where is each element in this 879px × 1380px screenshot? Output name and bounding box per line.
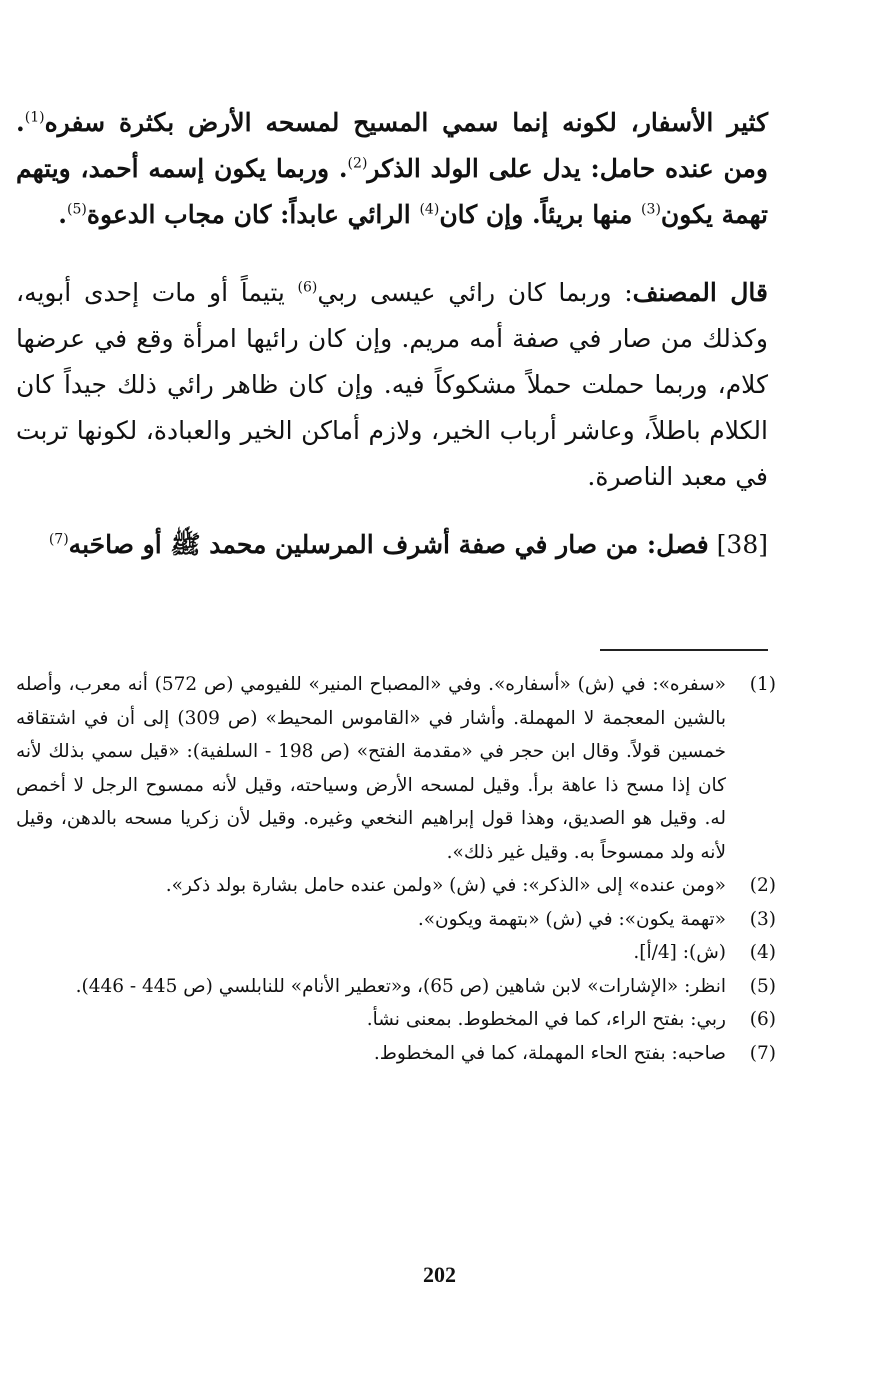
footnote-text: (ش): [4/أ]. [633,942,726,963]
footnote-item [16,1003,776,1037]
section-number: [38] [716,530,768,559]
footnotes [16,668,776,1070]
section-heading [16,522,768,568]
text-run: . ومن عنده حامل: يدل على الولد الذكر [16,108,768,183]
footnote-text: «تهمة يكون»: في (ش) «بتهمة ويكون». [417,908,726,930]
footnote-text: «سفره»: في (ش) «أسفاره». وفي «المصباح المنير» للفيومي (ص 572) أنه معرب، وأصله بالشين المعجمة لا المهملة. وأشار في «القاموس المحيط» (ص 309) إلى أن في اشتقاقه خمسين قولاً. وقال ابن حجر في «مقدمة الفتح» (ص 198 - السلفية): «قيل سمي بذلك لأنه كان إذا مسح ذا عاهة برأ. وقيل لمسحه الأرض وسياحته، وقيل لأنه ممسوح الرجل لا أخمص له. وقيل هو الصديق، وهذا قول إبراهيم النخعي وغيره. وقيل لأن زكريا مسحه بالدهن، وقيل لأنه ولد ممسوحاً به. وقيل غير ذلك». [16,674,726,863]
footnote-number: (1) [749,674,776,695]
footnote-ref-3[interactable]: (3) [641,201,661,218]
footnote-number: (5) [749,975,776,997]
text-run: يتيماً أو مات إحدى أبويه، وكذلك من صار في صفة أمه مريم. وإن كان رائيها امرأة وقع في عرضها كلام، وربما حملت حملاً مشكوكاً فيه. وإن كان ظاهر رائي ذلك جيداً كان الكلام باطلاً، وعاشر أرباب الخير، ولازم أماكن الخير والعبادة، لكونها تربت في معبد الناصرة. [16,278,768,491]
footnote-number: (7) [749,1042,776,1064]
section-label: فصل: [646,530,709,559]
footnote-ref-5[interactable]: (5) [67,201,87,218]
text-run: . [58,200,67,229]
main-paragraph-1 [16,100,768,238]
footnote-ref-4[interactable]: (4) [419,201,440,218]
page-number: 202 [423,1262,456,1287]
text-run: كثير الأسفار، لكونه إنما سمي المسيح لمسحه الأرض بكثرة سفره [44,108,768,137]
text-run: . وربما يكون إسمه أحمد، ويتهم تهمة يكون [16,154,768,229]
text-run: : وربما كان رائي عيسى ربي [317,278,633,307]
footnote-text: انظر: «الإشارات» لابن شاهين (ص 65)، و«تعطير الأنام» للنابلسي (ص 445 - 446). [75,975,726,997]
footnote-item [16,1037,776,1071]
text-run: منها بريئاً. وإن كان [439,200,642,229]
footnote-item [16,869,776,903]
footnote-item [16,970,776,1004]
footnote-ref-7[interactable]: (7) [48,531,69,548]
footnote-number: (3) [749,908,776,930]
footnote-item [16,668,776,869]
footnote-text: صاحبه: بفتح الحاء المهملة، كما في المخطوط. [373,1042,726,1064]
footnote-number: (2) [749,875,776,896]
footnote-item [16,903,776,937]
footnote-divider [600,649,768,651]
footnote-text: «ومن عنده» إلى «الذكر»: في (ش) «ولمن عنده حامل بشارة بولد ذكر». [165,875,726,896]
footnote-number: (4) [749,942,776,963]
footnote-number: (6) [749,1009,776,1030]
footnote-item [16,936,776,970]
footnote-ref-1[interactable]: (1) [24,109,45,126]
footnote-text: ربي: بفتح الراء، كما في المخطوط. بمعنى نشأ. [366,1009,726,1030]
footnote-ref-2[interactable]: (2) [347,155,368,172]
text-run: الرائي عابداً: كان مجاب الدعوة [86,200,420,229]
main-paragraph-2 [16,270,768,500]
author-label: قال المصنف [632,278,768,307]
section-title: من صار في صفة أشرف المرسلين محمد ﷺ أو صاحَبه [68,530,647,559]
footnote-ref-6[interactable]: (6) [297,279,318,296]
